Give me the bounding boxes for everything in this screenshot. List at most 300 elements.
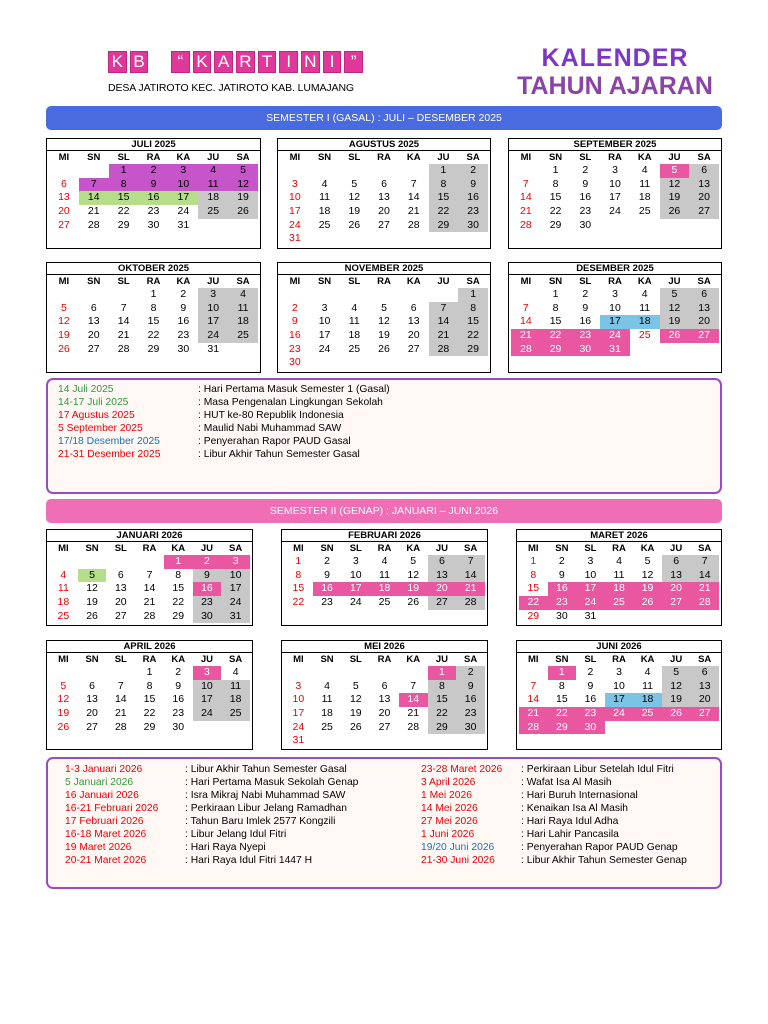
event-date: 17 Februari 2026 xyxy=(65,816,144,827)
day-cell: 25 xyxy=(198,205,228,219)
day-cell: 12 xyxy=(57,693,70,706)
day-cell: 26 xyxy=(228,205,258,219)
day-cell: 26 xyxy=(58,342,70,355)
day-cell: 8 xyxy=(295,568,302,581)
day-cell: 25 xyxy=(605,596,634,610)
day-cell: 23 xyxy=(147,205,160,218)
day-cell: 2 xyxy=(324,555,330,567)
empty-cell xyxy=(280,164,310,178)
event-description: : Hari Lahir Pancasila xyxy=(521,829,619,840)
weekday-header: SA xyxy=(236,276,250,287)
day-cell: 17 xyxy=(198,315,228,329)
event-date: 23-28 Maret 2026 xyxy=(421,764,503,775)
day-cell: 30 xyxy=(172,720,185,733)
day-cell: 6 xyxy=(428,555,457,569)
weekday-header: RA xyxy=(612,543,626,554)
empty-cell xyxy=(49,164,79,178)
day-cell: 16 xyxy=(458,191,488,205)
event-date: 5 September 2025 xyxy=(58,423,143,434)
event-description: : Hari Pertama Masuk Semester 1 (Gasal) xyxy=(198,384,390,395)
day-cell: 4 xyxy=(351,301,358,314)
day-cell: 22 xyxy=(541,329,571,343)
weekday-header: SN xyxy=(548,152,563,163)
day-cell: 15 xyxy=(109,191,139,205)
day-cell: 20 xyxy=(378,707,391,720)
day-cell: 26 xyxy=(349,720,362,733)
logo-letter: I xyxy=(323,51,342,73)
weekday-header: SA xyxy=(697,152,711,163)
day-cell: 5 xyxy=(660,164,690,178)
day-cell: 24 xyxy=(600,329,630,343)
day-cell: 1 xyxy=(530,555,537,567)
day-cell: 14 xyxy=(520,191,532,204)
logo-letter: B xyxy=(130,51,149,73)
weekday-header: MI xyxy=(289,152,301,163)
event-description: : Penyerahan Rapor PAUD Gasal xyxy=(198,436,351,447)
day-cell: 17 xyxy=(292,707,305,720)
day-cell: 7 xyxy=(120,301,127,314)
day-cell: 29 xyxy=(541,343,571,357)
day-cell: 8 xyxy=(530,568,537,581)
school-address: DESA JATIROTO KEC. JATIROTO KAB. LUMAJANG xyxy=(108,82,355,94)
day-cell: 8 xyxy=(175,568,182,581)
month-calendar xyxy=(277,138,491,249)
day-cell: 18 xyxy=(633,693,662,707)
weekday-header: JU xyxy=(435,654,448,665)
day-cell: 14 xyxy=(407,191,420,204)
event-description: : Perkiraan Libur Setelah Idul Fitri xyxy=(521,764,674,775)
day-cell: 17 xyxy=(605,693,634,707)
day-cell: 25 xyxy=(638,205,651,218)
day-cell: 30 xyxy=(570,343,600,357)
weekday-header: JU xyxy=(670,654,683,665)
weekday-header: MI xyxy=(528,543,539,554)
empty-cell xyxy=(370,666,399,680)
day-cell: 28 xyxy=(511,343,541,357)
day-cell: 18 xyxy=(57,596,70,609)
day-cell: 31 xyxy=(289,232,301,245)
day-cell: 1 xyxy=(146,666,153,678)
day-cell: 16 xyxy=(579,191,592,204)
day-cell: 22 xyxy=(117,205,130,218)
day-cell: 11 xyxy=(348,315,360,328)
day-cell: 8 xyxy=(458,302,488,316)
weekday-header: SN xyxy=(320,543,334,554)
day-cell: 23 xyxy=(289,342,301,355)
day-cell: 13 xyxy=(407,315,420,328)
day-cell: 15 xyxy=(527,582,540,595)
day-cell: 23 xyxy=(321,596,333,609)
event-date: 27 Mei 2026 xyxy=(421,816,478,827)
day-cell: 8 xyxy=(558,679,565,692)
day-cell: 25 xyxy=(221,707,250,721)
day-cell: 11 xyxy=(198,178,228,192)
day-cell: 9 xyxy=(193,569,222,583)
empty-cell xyxy=(49,555,78,569)
day-cell: 22 xyxy=(429,205,459,219)
day-cell: 7 xyxy=(146,568,153,581)
day-cell: 16 xyxy=(193,582,222,596)
month-calendar xyxy=(281,529,488,626)
day-cell: 24 xyxy=(318,342,331,355)
day-cell: 27 xyxy=(428,596,457,610)
event-date: 21-30 Juni 2026 xyxy=(421,855,495,866)
weekday-header: RA xyxy=(146,276,161,287)
day-cell: 10 xyxy=(613,679,625,692)
day-cell: 8 xyxy=(552,301,559,314)
empty-cell xyxy=(339,164,369,178)
day-cell: 25 xyxy=(321,720,333,733)
semester-1-legend xyxy=(46,378,722,494)
weekday-header: JU xyxy=(668,276,681,287)
day-cell: 11 xyxy=(57,582,69,595)
day-cell: 8 xyxy=(150,301,157,314)
empty-cell xyxy=(429,288,459,302)
day-cell: 8 xyxy=(552,177,559,190)
day-cell: 9 xyxy=(458,178,488,192)
event-date: 5 Januari 2026 xyxy=(65,777,134,788)
event-date: 16-21 Februari 2026 xyxy=(65,803,159,814)
day-cell: 19 xyxy=(57,707,70,720)
day-cell: 18 xyxy=(370,582,399,596)
day-cell: 9 xyxy=(175,679,182,692)
day-cell: 19 xyxy=(58,329,70,342)
day-cell: 26 xyxy=(348,218,361,231)
day-cell: 25 xyxy=(633,707,662,721)
day-cell: 29 xyxy=(548,721,577,735)
day-cell: 21 xyxy=(407,707,420,720)
day-cell: 10 xyxy=(198,302,228,316)
day-cell: 27 xyxy=(662,596,691,610)
weekday-header: SL xyxy=(114,543,127,554)
day-cell: 5 xyxy=(410,555,417,567)
weekday-header: KA xyxy=(171,543,186,554)
weekday-header: SN xyxy=(320,654,334,665)
day-cell: 2 xyxy=(582,288,589,300)
event-description: : Kenaikan Isa Al Masih xyxy=(521,803,629,814)
weekday-header: SL xyxy=(584,654,597,665)
day-cell: 25 xyxy=(348,342,361,355)
day-cell: 27 xyxy=(378,218,390,231)
weekday-header: SA xyxy=(464,543,478,554)
day-cell: 2 xyxy=(587,666,594,678)
day-cell: 6 xyxy=(117,568,124,581)
day-cell: 21 xyxy=(114,707,127,720)
event-description: : Libur Jelang Idul Fitri xyxy=(185,829,287,840)
day-cell: 9 xyxy=(582,301,589,314)
day-cell: 15 xyxy=(292,582,305,595)
day-cell: 2 xyxy=(558,555,565,567)
weekday-header: SN xyxy=(85,654,99,665)
day-cell: 22 xyxy=(549,205,562,218)
weekday-header: JU xyxy=(668,152,681,163)
day-cell: 19 xyxy=(662,693,691,707)
day-cell: 15 xyxy=(556,693,568,706)
day-cell: 24 xyxy=(576,596,605,610)
day-cell: 19 xyxy=(633,582,662,596)
event-description: : Hari Buruh Internasional xyxy=(521,790,638,801)
day-cell: 24 xyxy=(349,596,362,609)
day-cell: 5 xyxy=(660,288,690,302)
weekday-header: KA xyxy=(637,276,652,287)
day-cell: 22 xyxy=(172,596,185,609)
month-name: OKTOBER 2025 xyxy=(47,263,260,275)
day-cell: 15 xyxy=(147,315,160,328)
day-cell: 24 xyxy=(177,205,190,218)
weekday-header: JU xyxy=(437,276,450,287)
day-cell: 4 xyxy=(641,164,648,176)
day-cell: 20 xyxy=(378,205,390,218)
event-date: 16-18 Maret 2026 xyxy=(65,829,147,840)
day-cell: 5 xyxy=(352,679,359,692)
day-cell: 30 xyxy=(147,218,160,231)
day-cell: 8 xyxy=(429,178,459,192)
day-cell: 19 xyxy=(660,191,690,205)
day-cell: 18 xyxy=(198,191,228,205)
day-cell: 31 xyxy=(207,342,220,355)
weekday-header: JU xyxy=(200,543,213,554)
day-cell: 15 xyxy=(458,315,488,329)
day-cell: 17 xyxy=(221,582,250,596)
weekday-header: JU xyxy=(200,654,213,665)
day-cell: 4 xyxy=(381,555,388,567)
day-cell: 24 xyxy=(193,707,222,721)
day-cell: 29 xyxy=(458,343,488,357)
event-date: 17 Agustus 2025 xyxy=(58,410,135,421)
day-cell: 6 xyxy=(662,555,691,569)
day-cell: 2 xyxy=(582,164,589,176)
day-cell: 24 xyxy=(289,218,301,231)
day-cell: 30 xyxy=(579,218,592,231)
event-description: : Maulid Nabi Muhammad SAW xyxy=(198,423,342,434)
day-cell: 30 xyxy=(193,610,222,624)
day-cell: 14 xyxy=(690,569,719,583)
month-calendar xyxy=(508,262,722,373)
day-cell: 25 xyxy=(57,609,70,622)
day-cell: 24 xyxy=(292,720,305,733)
day-cell: 9 xyxy=(180,301,187,314)
day-cell: 1 xyxy=(552,164,559,176)
day-cell: 19 xyxy=(378,329,390,342)
day-cell: 19 xyxy=(348,205,361,218)
day-cell: 31 xyxy=(600,343,630,357)
day-cell: 14 xyxy=(527,693,540,706)
month-name: JUNI 2026 xyxy=(517,641,721,653)
day-cell: 9 xyxy=(139,178,169,192)
empty-cell xyxy=(78,555,107,569)
event-date: 20-21 Maret 2026 xyxy=(65,855,147,866)
day-cell: 3 xyxy=(616,666,622,678)
day-cell: 27 xyxy=(114,609,127,622)
day-cell: 8 xyxy=(428,680,457,694)
day-cell: 3 xyxy=(352,555,359,567)
day-cell: 29 xyxy=(428,721,457,735)
day-cell: 30 xyxy=(456,721,485,735)
weekday-header: SN xyxy=(317,276,332,287)
weekday-header: MI xyxy=(58,276,70,287)
weekday-header: KA xyxy=(171,654,186,665)
event-date: 14 Mei 2026 xyxy=(421,803,478,814)
day-cell: 4 xyxy=(641,288,648,300)
month-name: NOVEMBER 2025 xyxy=(278,263,490,275)
day-cell: 12 xyxy=(348,191,361,204)
empty-cell xyxy=(284,666,313,680)
day-cell: 26 xyxy=(633,596,662,610)
event-description: : Isra Mikraj Nabi Muhammad SAW xyxy=(185,790,346,801)
day-cell: 6 xyxy=(89,679,95,692)
day-cell: 13 xyxy=(378,191,390,204)
day-cell: 14 xyxy=(429,315,459,329)
event-description: : Tahun Baru Imlek 2577 Kongzili xyxy=(185,816,336,827)
day-cell: 1 xyxy=(295,555,302,567)
weekday-header: RA xyxy=(377,543,392,554)
empty-cell xyxy=(313,666,342,680)
weekday-header: KA xyxy=(640,543,655,554)
weekday-header: JU xyxy=(435,543,448,554)
day-cell: 19 xyxy=(660,315,690,329)
event-description: : Hari Raya Nyepi xyxy=(185,842,266,853)
day-cell: 25 xyxy=(378,596,391,609)
empty-cell xyxy=(106,555,135,569)
day-cell: 5 xyxy=(61,301,67,314)
school-logo-banner xyxy=(108,51,363,73)
day-cell: 3 xyxy=(612,164,618,176)
day-cell: 1 xyxy=(458,288,488,302)
empty-cell xyxy=(519,666,548,680)
day-cell: 12 xyxy=(641,568,654,581)
day-cell: 12 xyxy=(86,582,98,595)
day-cell: 6 xyxy=(410,301,417,314)
empty-cell xyxy=(280,288,310,302)
empty-cell xyxy=(109,288,139,302)
empty-cell xyxy=(399,288,429,302)
weekday-header: SL xyxy=(117,276,130,287)
day-cell: 1 xyxy=(552,288,559,300)
day-cell: 23 xyxy=(548,596,577,610)
day-cell: 21 xyxy=(519,707,548,721)
day-cell: 17 xyxy=(289,205,301,218)
day-cell: 12 xyxy=(228,178,258,192)
day-cell: 22 xyxy=(143,707,156,720)
logo-letter: K xyxy=(193,51,212,73)
day-cell: 30 xyxy=(576,721,605,735)
month-calendar xyxy=(281,640,488,750)
day-cell: 23 xyxy=(579,205,592,218)
empty-cell xyxy=(106,666,135,680)
weekday-header: JU xyxy=(670,543,683,554)
title-line-2: TAHUN AJARAN xyxy=(517,72,713,97)
day-cell: 9 xyxy=(324,568,330,581)
day-cell: 2 xyxy=(456,666,485,680)
day-cell: 18 xyxy=(228,315,258,329)
day-cell: 30 xyxy=(177,342,190,355)
day-cell: 13 xyxy=(689,302,719,316)
weekday-header: SL xyxy=(579,152,592,163)
day-cell: 9 xyxy=(291,315,298,328)
day-cell: 10 xyxy=(168,178,198,192)
day-cell: 26 xyxy=(57,720,70,733)
month-name: JANUARI 2026 xyxy=(47,530,252,542)
day-cell: 1 xyxy=(429,164,459,178)
day-cell: 6 xyxy=(689,164,719,178)
day-cell: 27 xyxy=(58,218,70,231)
day-cell: 15 xyxy=(143,693,156,706)
day-cell: 18 xyxy=(605,582,634,596)
day-cell: 12 xyxy=(58,315,70,328)
day-cell: 29 xyxy=(172,609,185,622)
day-cell: 31 xyxy=(292,734,305,747)
day-cell: 21 xyxy=(456,582,485,596)
day-cell: 6 xyxy=(61,177,67,190)
day-cell: 6 xyxy=(689,288,719,302)
day-cell: 17 xyxy=(609,191,621,204)
day-cell: 27 xyxy=(407,342,420,355)
day-cell: 7 xyxy=(429,302,459,316)
day-cell: 7 xyxy=(79,178,109,192)
day-cell: 5 xyxy=(351,177,358,190)
day-cell: 4 xyxy=(228,288,258,302)
event-description: : Libur Akhir Tahun Semester Gasal xyxy=(198,449,360,460)
day-cell: 5 xyxy=(228,164,258,178)
day-cell: 2 xyxy=(175,666,182,678)
day-cell: 25 xyxy=(228,329,258,343)
month-name: DESEMBER 2025 xyxy=(509,263,721,275)
day-cell: 14 xyxy=(520,315,532,328)
month-name: AGUSTUS 2025 xyxy=(278,139,490,151)
month-calendar xyxy=(46,262,261,373)
day-cell: 26 xyxy=(662,707,691,721)
day-cell: 20 xyxy=(662,582,691,596)
day-cell: 22 xyxy=(458,329,488,343)
month-calendar xyxy=(516,640,722,750)
day-cell: 28 xyxy=(407,218,420,231)
day-cell: 25 xyxy=(630,329,660,343)
day-cell: 18 xyxy=(348,329,361,342)
weekday-header: RA xyxy=(377,152,391,163)
day-cell: 4 xyxy=(321,177,328,190)
day-cell: 13 xyxy=(87,315,100,328)
day-cell: 24 xyxy=(198,329,228,343)
logo-letter: “ xyxy=(171,51,190,73)
weekday-header: MI xyxy=(58,152,70,163)
day-cell: 26 xyxy=(407,596,420,609)
day-cell: 28 xyxy=(407,720,420,733)
weekday-header: KA xyxy=(406,276,421,287)
day-cell: 27 xyxy=(689,205,719,219)
day-cell: 1 xyxy=(150,288,157,300)
day-cell: 18 xyxy=(221,693,250,707)
day-cell: 22 xyxy=(428,707,457,721)
logo-letter: N xyxy=(301,51,320,73)
day-cell: 16 xyxy=(456,693,485,707)
day-cell: 16 xyxy=(579,315,592,328)
day-cell: 23 xyxy=(456,707,485,721)
day-cell: 3 xyxy=(321,301,328,314)
day-cell: 11 xyxy=(221,680,250,694)
day-cell: 10 xyxy=(609,177,621,190)
day-cell: 21 xyxy=(143,596,156,609)
day-cell: 20 xyxy=(407,329,420,342)
day-cell: 30 xyxy=(556,609,568,622)
event-description: : Masa Pengenalan Lingkungan Sekolah xyxy=(198,397,383,408)
day-cell: 10 xyxy=(609,301,621,314)
empty-cell xyxy=(310,164,340,178)
day-cell: 30 xyxy=(289,356,301,369)
day-cell: 1 xyxy=(548,666,577,680)
logo-letter: R xyxy=(236,51,255,73)
day-cell: 28 xyxy=(456,596,485,610)
day-cell: 8 xyxy=(146,679,153,692)
